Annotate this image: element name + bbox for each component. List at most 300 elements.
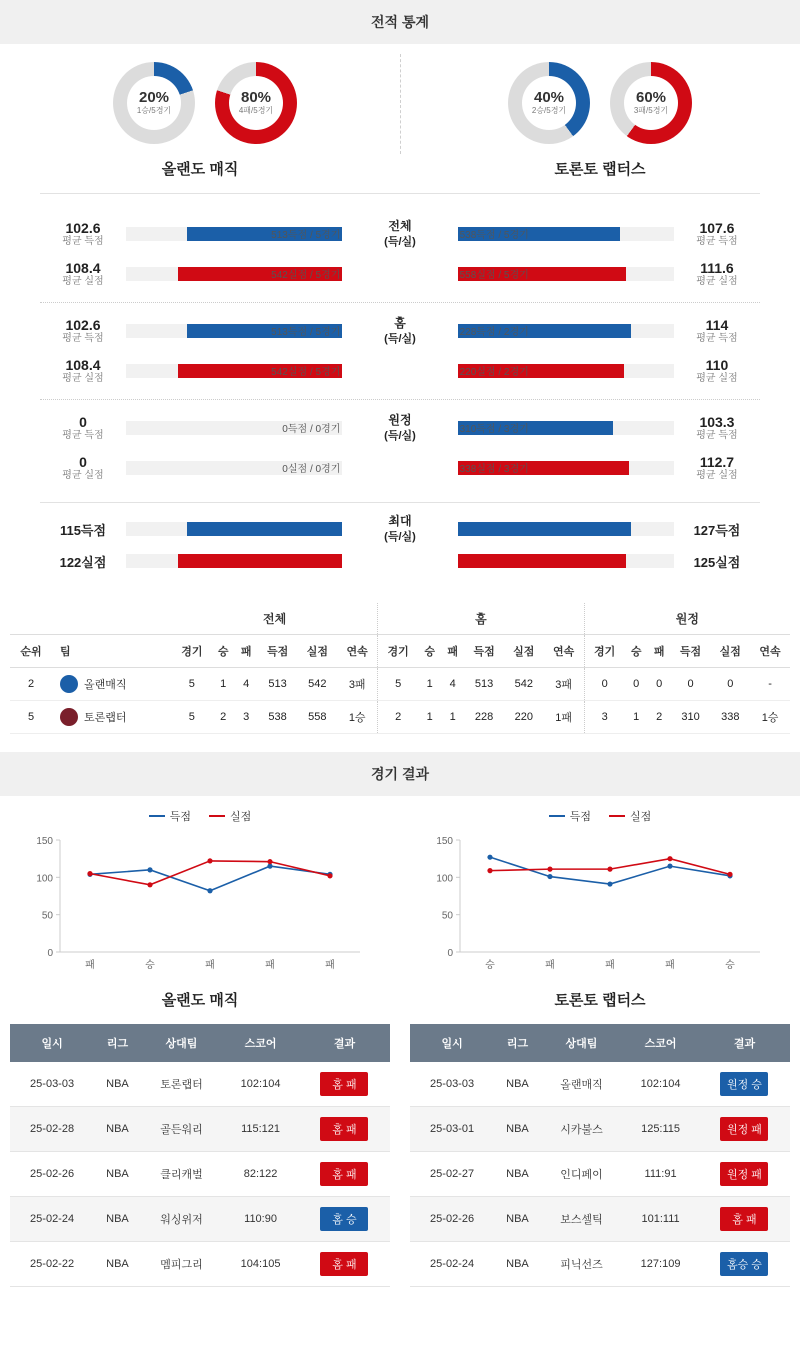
donut-sub: 4패/5경기 <box>238 106 274 116</box>
bar-caption: 228득점 / 2경기 <box>459 326 529 338</box>
cell-result <box>699 1242 790 1287</box>
col-pf-away: 득점 <box>671 635 711 668</box>
svg-text:150: 150 <box>436 836 453 847</box>
col-pa-total: 실점 <box>297 635 337 668</box>
cell-date: 25-02-24 <box>10 1197 94 1242</box>
col-result: 결과 <box>299 1024 390 1062</box>
home-team-name: 올랜도 매직 <box>161 161 239 178</box>
cell-score: 111:91 <box>622 1152 699 1197</box>
donut-sub: 2승/5경기 <box>531 106 567 116</box>
compare-midlabel <box>342 316 457 346</box>
table-row[interactable] <box>410 1107 790 1152</box>
compare-block-total <box>40 206 760 302</box>
cell-opponent: 시카불스 <box>541 1107 622 1152</box>
group-spacer <box>10 603 172 635</box>
cell: 228 <box>464 701 504 734</box>
compare-left-value <box>40 220 126 249</box>
svg-text:50: 50 <box>41 910 53 922</box>
compare-bar-left <box>126 421 342 435</box>
compare-row <box>40 254 760 294</box>
group-header-total: 전체 <box>172 603 378 635</box>
table-row[interactable] <box>10 701 790 734</box>
cell: 513 <box>258 668 298 701</box>
bar-caption: 220실점 / 2경기 <box>459 366 529 378</box>
cell-opponent: 클리캐벌 <box>141 1152 222 1197</box>
stats-section-title: 전적 통계 <box>371 14 429 30</box>
col-rank: 순위 <box>10 635 52 668</box>
col-result: 결과 <box>699 1024 790 1062</box>
cell: 0 <box>584 668 625 701</box>
compare-right <box>458 520 760 539</box>
table-row[interactable] <box>10 668 790 701</box>
svg-text:패: 패 <box>85 960 95 971</box>
compare-bar-right <box>458 421 674 435</box>
cell: 1패 <box>544 701 585 734</box>
compare-bar-right <box>458 554 674 568</box>
bar-caption: 338실점 / 3경기 <box>459 463 529 475</box>
away-team-name: 토론토 랩터스 <box>554 161 646 178</box>
col-pf-total: 득점 <box>258 635 298 668</box>
col-loss-home: 패 <box>441 635 464 668</box>
cell-score: 110:90 <box>222 1197 299 1242</box>
compare-bar-right <box>458 324 674 338</box>
donut-home-win <box>113 62 195 144</box>
cell: 4 <box>235 668 258 701</box>
cell: 1 <box>418 701 441 734</box>
cell-score: 102:104 <box>222 1062 299 1107</box>
compare-bar-right <box>458 522 674 536</box>
table-row[interactable] <box>10 1197 390 1242</box>
results-header-row <box>410 1024 790 1062</box>
results-section-title: 경기 결과 <box>371 766 429 782</box>
team-logo-icon <box>60 675 78 693</box>
donut-sub: 3패/5경기 <box>633 106 669 116</box>
compare-left <box>40 454 342 483</box>
bar-caption: 558실점 / 5경기 <box>459 269 529 281</box>
value-label: 평균 실점 <box>696 470 738 482</box>
cell: 220 <box>504 701 544 734</box>
donut-hole <box>127 76 181 130</box>
midlabel-bottom: (득/실) <box>384 235 416 248</box>
col-win-home: 승 <box>418 635 441 668</box>
bar-caption: 0득점 / 0경기 <box>282 423 341 435</box>
cell-date: 25-02-28 <box>10 1107 94 1152</box>
cell-score: 104:105 <box>222 1242 299 1287</box>
value-label: 평균 득점 <box>696 430 738 442</box>
table-row[interactable] <box>410 1197 790 1242</box>
cell-date: 25-03-03 <box>10 1062 94 1107</box>
cell-opponent: 인디페이 <box>541 1152 622 1197</box>
cell: - <box>750 668 790 701</box>
compare-left <box>40 317 342 346</box>
status-badge: 원정 승 <box>720 1072 768 1096</box>
legend-label: 실점 <box>230 811 252 823</box>
compare-bar-right <box>458 227 674 241</box>
col-score: 스코어 <box>622 1024 699 1062</box>
cell-opponent: 골든워리 <box>141 1107 222 1152</box>
compare-bar-left <box>126 554 342 568</box>
max-left-value: 115득점 <box>59 522 107 538</box>
bar-fill <box>458 554 627 568</box>
svg-text:100: 100 <box>36 873 53 885</box>
col-date: 일시 <box>410 1024 494 1062</box>
row-team <box>52 668 172 701</box>
legend-line-icon <box>609 815 625 817</box>
svg-text:승: 승 <box>725 960 735 971</box>
cell: 1승 <box>750 701 790 734</box>
compare-left-value <box>40 454 126 483</box>
value-label: 평균 실점 <box>696 373 738 385</box>
cell: 0 <box>671 668 711 701</box>
value-label: 평균 득점 <box>62 236 104 248</box>
chart-home <box>0 800 400 1010</box>
line-charts-row <box>0 800 800 1010</box>
cell-date: 25-03-03 <box>410 1062 494 1107</box>
col-team: 팀 <box>52 635 172 668</box>
compare-bar-left <box>126 267 342 281</box>
results-away <box>400 1024 800 1287</box>
stats-section-header <box>0 0 800 44</box>
cell-league: NBA <box>94 1197 141 1242</box>
value-label: 평균 득점 <box>62 430 104 442</box>
row-rank: 2 <box>10 668 52 701</box>
cell-result <box>699 1152 790 1197</box>
cell-date: 25-02-22 <box>10 1242 94 1287</box>
col-pa-away: 실점 <box>710 635 750 668</box>
cell-date: 25-02-27 <box>410 1152 494 1197</box>
compare-left <box>40 520 342 539</box>
cell-league: NBA <box>94 1152 141 1197</box>
bar-caption: 513득점 / 5경기 <box>271 326 341 338</box>
compare-right <box>458 357 760 386</box>
cell-score: 125:115 <box>622 1107 699 1152</box>
legend-label: 득점 <box>169 811 191 823</box>
value-label: 평균 실점 <box>696 276 738 288</box>
results-table-away <box>410 1024 790 1287</box>
line-chart-svg <box>418 828 778 978</box>
cell: 4 <box>441 668 464 701</box>
value-label: 평균 실점 <box>62 470 104 482</box>
col-opponent: 상대팀 <box>541 1024 622 1062</box>
value-label: 평균 실점 <box>62 373 104 385</box>
col-games-away: 경기 <box>584 635 625 668</box>
donut-chart <box>610 62 692 144</box>
cell-score: 127:109 <box>622 1242 699 1287</box>
compare-block-home <box>40 302 760 399</box>
status-badge: 홈 패 <box>720 1207 768 1231</box>
cell-league: NBA <box>494 1197 541 1242</box>
cell: 5 <box>378 668 419 701</box>
compare-midlabel <box>342 514 457 544</box>
compare-left <box>40 552 342 571</box>
team-cell <box>54 675 170 693</box>
svg-text:패: 패 <box>205 960 215 971</box>
compare-right-value <box>674 414 760 443</box>
compare-right <box>458 317 760 346</box>
col-opponent: 상대팀 <box>141 1024 222 1062</box>
row-rank: 5 <box>10 701 52 734</box>
cell: 1 <box>212 668 235 701</box>
col-score: 스코어 <box>222 1024 299 1062</box>
donut-chart <box>215 62 297 144</box>
cell: 5 <box>172 701 212 734</box>
home-donuts <box>0 62 400 144</box>
cell-date: 25-02-24 <box>410 1242 494 1287</box>
status-badge: 원정 패 <box>720 1117 768 1141</box>
group-header-away: 원정 <box>584 603 790 635</box>
status-badge: 홈 패 <box>320 1117 368 1141</box>
cell: 1 <box>441 701 464 734</box>
donut-hole <box>624 76 678 130</box>
compare-bar-right <box>458 364 674 378</box>
cell-date: 25-02-26 <box>10 1152 94 1197</box>
status-badge: 홈 패 <box>320 1162 368 1186</box>
cell-result <box>299 1062 390 1107</box>
donut-chart <box>113 62 195 144</box>
value-label: 평균 득점 <box>62 333 104 345</box>
compare-row <box>40 311 760 351</box>
compare-row <box>40 545 760 577</box>
cell: 1승 <box>337 701 378 734</box>
team-names-row <box>0 158 800 179</box>
status-badge: 홈승 승 <box>720 1252 768 1276</box>
col-games-home: 경기 <box>378 635 419 668</box>
cell: 310 <box>671 701 711 734</box>
table-row[interactable] <box>410 1152 790 1197</box>
col-league: 리그 <box>494 1024 541 1062</box>
col-streak-total: 연속 <box>337 635 378 668</box>
results-section-header <box>0 752 800 796</box>
cell: 3패 <box>544 668 585 701</box>
cell-result <box>699 1062 790 1107</box>
bar-caption: 542실점 / 5경기 <box>271 269 341 281</box>
col-win-away: 승 <box>625 635 648 668</box>
status-badge: 홈 승 <box>320 1207 368 1231</box>
chart-legend <box>18 808 382 824</box>
away-donuts <box>400 62 800 144</box>
value-big: 112.7 <box>699 453 735 470</box>
value-big: 103.3 <box>699 413 735 430</box>
win-rate-donut-row <box>0 44 800 144</box>
value-label: 평균 실점 <box>62 276 104 288</box>
compare-block-max <box>40 502 760 577</box>
legend-item-scored <box>149 808 191 824</box>
value-big: 114 <box>705 316 729 333</box>
col-win-total: 승 <box>212 635 235 668</box>
value-big: 102.6 <box>65 316 101 333</box>
cell: 558 <box>297 701 337 734</box>
midlabel-top: 전체 <box>388 219 412 234</box>
value-big: 111.6 <box>700 259 734 276</box>
standings-group-header-row <box>10 603 790 635</box>
status-badge: 원정 패 <box>720 1162 768 1186</box>
table-row[interactable] <box>10 1062 390 1107</box>
results-home <box>0 1024 400 1287</box>
compare-bar-right <box>458 267 674 281</box>
cell-opponent: 올랜매직 <box>541 1062 622 1107</box>
cell-league: NBA <box>494 1152 541 1197</box>
chart-title-home: 올랜도 매직 <box>161 992 239 1009</box>
max-right-value: 127득점 <box>693 522 741 538</box>
cell: 2 <box>212 701 235 734</box>
cell-league: NBA <box>94 1107 141 1152</box>
svg-text:0: 0 <box>47 948 53 959</box>
compare-left-value <box>40 317 126 346</box>
compare-bar-left <box>126 364 342 378</box>
compare-left <box>40 220 342 249</box>
svg-text:승: 승 <box>485 960 495 971</box>
donut-percent: 80% <box>240 88 272 106</box>
compare-block-away <box>40 399 760 496</box>
compare-bar-left <box>126 324 342 338</box>
value-big: 110 <box>705 356 729 373</box>
cell-date: 25-03-01 <box>410 1107 494 1152</box>
compare-right-value <box>674 220 760 249</box>
midlabel-top: 원정 <box>388 413 412 428</box>
svg-text:패: 패 <box>665 960 675 971</box>
cell: 0 <box>625 668 648 701</box>
midlabel-top: 최대 <box>388 514 412 529</box>
cell-league: NBA <box>94 1242 141 1287</box>
midlabel-top: 홈 <box>394 316 406 331</box>
compare-row <box>40 351 760 391</box>
compare-row <box>40 513 760 545</box>
table-row[interactable] <box>10 1152 390 1197</box>
value-big: 107.6 <box>699 219 735 236</box>
compare-right <box>458 414 760 443</box>
svg-text:패: 패 <box>545 960 555 971</box>
legend-label: 실점 <box>630 811 652 823</box>
cell: 5 <box>172 668 212 701</box>
table-row[interactable] <box>10 1242 390 1287</box>
bar-caption: 538득점 / 5경기 <box>459 229 529 241</box>
value-big: 108.4 <box>65 356 101 373</box>
legend-line-icon <box>149 815 165 817</box>
cell-result <box>699 1107 790 1152</box>
col-loss-away: 패 <box>648 635 671 668</box>
cell-date: 25-02-26 <box>410 1197 494 1242</box>
donut-away-loss <box>610 62 692 144</box>
value-label: 평균 득점 <box>696 236 738 248</box>
donut-percent: 20% <box>138 88 170 106</box>
team-cell <box>54 708 170 726</box>
cell-opponent: 멤피그리 <box>141 1242 222 1287</box>
compare-left-value <box>40 260 126 289</box>
center-divider <box>400 54 401 154</box>
bar-caption: 310득점 / 3경기 <box>459 423 529 435</box>
cell: 3 <box>235 701 258 734</box>
table-row[interactable] <box>410 1062 790 1107</box>
cell-league: NBA <box>494 1062 541 1107</box>
svg-text:150: 150 <box>36 836 53 847</box>
compare-right-value <box>674 454 760 483</box>
table-row[interactable] <box>410 1242 790 1287</box>
donut-percent: 60% <box>635 88 667 106</box>
donut-away-win <box>508 62 590 144</box>
svg-text:패: 패 <box>265 960 275 971</box>
svg-text:0: 0 <box>447 948 453 959</box>
value-big: 108.4 <box>65 259 101 276</box>
team-label: 토론랩터 <box>84 712 127 724</box>
col-streak-home: 연속 <box>544 635 585 668</box>
max-left-value: 122실점 <box>59 554 107 570</box>
cell: 3 <box>584 701 625 734</box>
svg-text:패: 패 <box>605 960 615 971</box>
bar-caption: 0실점 / 0경기 <box>282 463 341 475</box>
cell: 2 <box>378 701 419 734</box>
cell-score: 102:104 <box>622 1062 699 1107</box>
compare-right-value <box>674 317 760 346</box>
results-row <box>0 1024 800 1287</box>
cell-result <box>299 1152 390 1197</box>
results-table-home <box>10 1024 390 1287</box>
col-games-total: 경기 <box>172 635 212 668</box>
donut-hole <box>522 76 576 130</box>
svg-text:패: 패 <box>325 960 335 971</box>
donut-percent: 40% <box>533 88 565 106</box>
legend-label: 득점 <box>569 811 591 823</box>
midlabel-bottom: (득/실) <box>384 530 416 543</box>
col-streak-away: 연속 <box>750 635 790 668</box>
cell: 3패 <box>337 668 378 701</box>
cell-opponent: 워싱위저 <box>141 1197 222 1242</box>
bar-caption: 542실점 / 5경기 <box>271 366 341 378</box>
cell-result <box>299 1197 390 1242</box>
bar-fill <box>178 554 342 568</box>
legend-item-conceded <box>609 808 651 824</box>
compare-bar-left <box>126 227 342 241</box>
max-right-value: 125실점 <box>693 554 741 570</box>
donut-sub: 1승/5경기 <box>136 106 172 116</box>
value-big: 0 <box>79 413 87 430</box>
cell-league: NBA <box>494 1242 541 1287</box>
status-badge: 홈 패 <box>320 1072 368 1096</box>
standings-column-header-row <box>10 635 790 668</box>
cell: 1 <box>418 668 441 701</box>
cell: 0 <box>710 668 750 701</box>
cell: 2 <box>648 701 671 734</box>
chart-title-away: 토론토 랩터스 <box>554 992 646 1009</box>
cell-result <box>299 1242 390 1287</box>
col-league: 리그 <box>94 1024 141 1062</box>
compare-right <box>458 220 760 249</box>
cell-opponent: 토론랩터 <box>141 1062 222 1107</box>
compare-midlabel <box>342 219 457 249</box>
standings-table <box>10 603 790 734</box>
midlabel-bottom: (득/실) <box>384 429 416 442</box>
compare-left <box>40 414 342 443</box>
svg-text:100: 100 <box>436 873 453 885</box>
cell-score: 101:111 <box>622 1197 699 1242</box>
value-label: 평균 득점 <box>696 333 738 345</box>
legend-item-conceded <box>209 808 251 824</box>
bar-fill <box>187 522 343 536</box>
legend-item-scored <box>549 808 591 824</box>
compare-right <box>458 260 760 289</box>
bar-caption: 513득점 / 5경기 <box>271 229 341 241</box>
cell: 538 <box>258 701 298 734</box>
chart-away <box>400 800 800 1010</box>
cell-league: NBA <box>94 1062 141 1107</box>
table-row[interactable] <box>10 1107 390 1152</box>
compare-bar-left <box>126 522 342 536</box>
cell: 513 <box>464 668 504 701</box>
cell-opponent: 보스셀틱 <box>541 1197 622 1242</box>
legend-line-icon <box>209 815 225 817</box>
midlabel-bottom: (득/실) <box>384 332 416 345</box>
value-big: 102.6 <box>65 219 101 236</box>
svg-text:50: 50 <box>441 910 453 922</box>
